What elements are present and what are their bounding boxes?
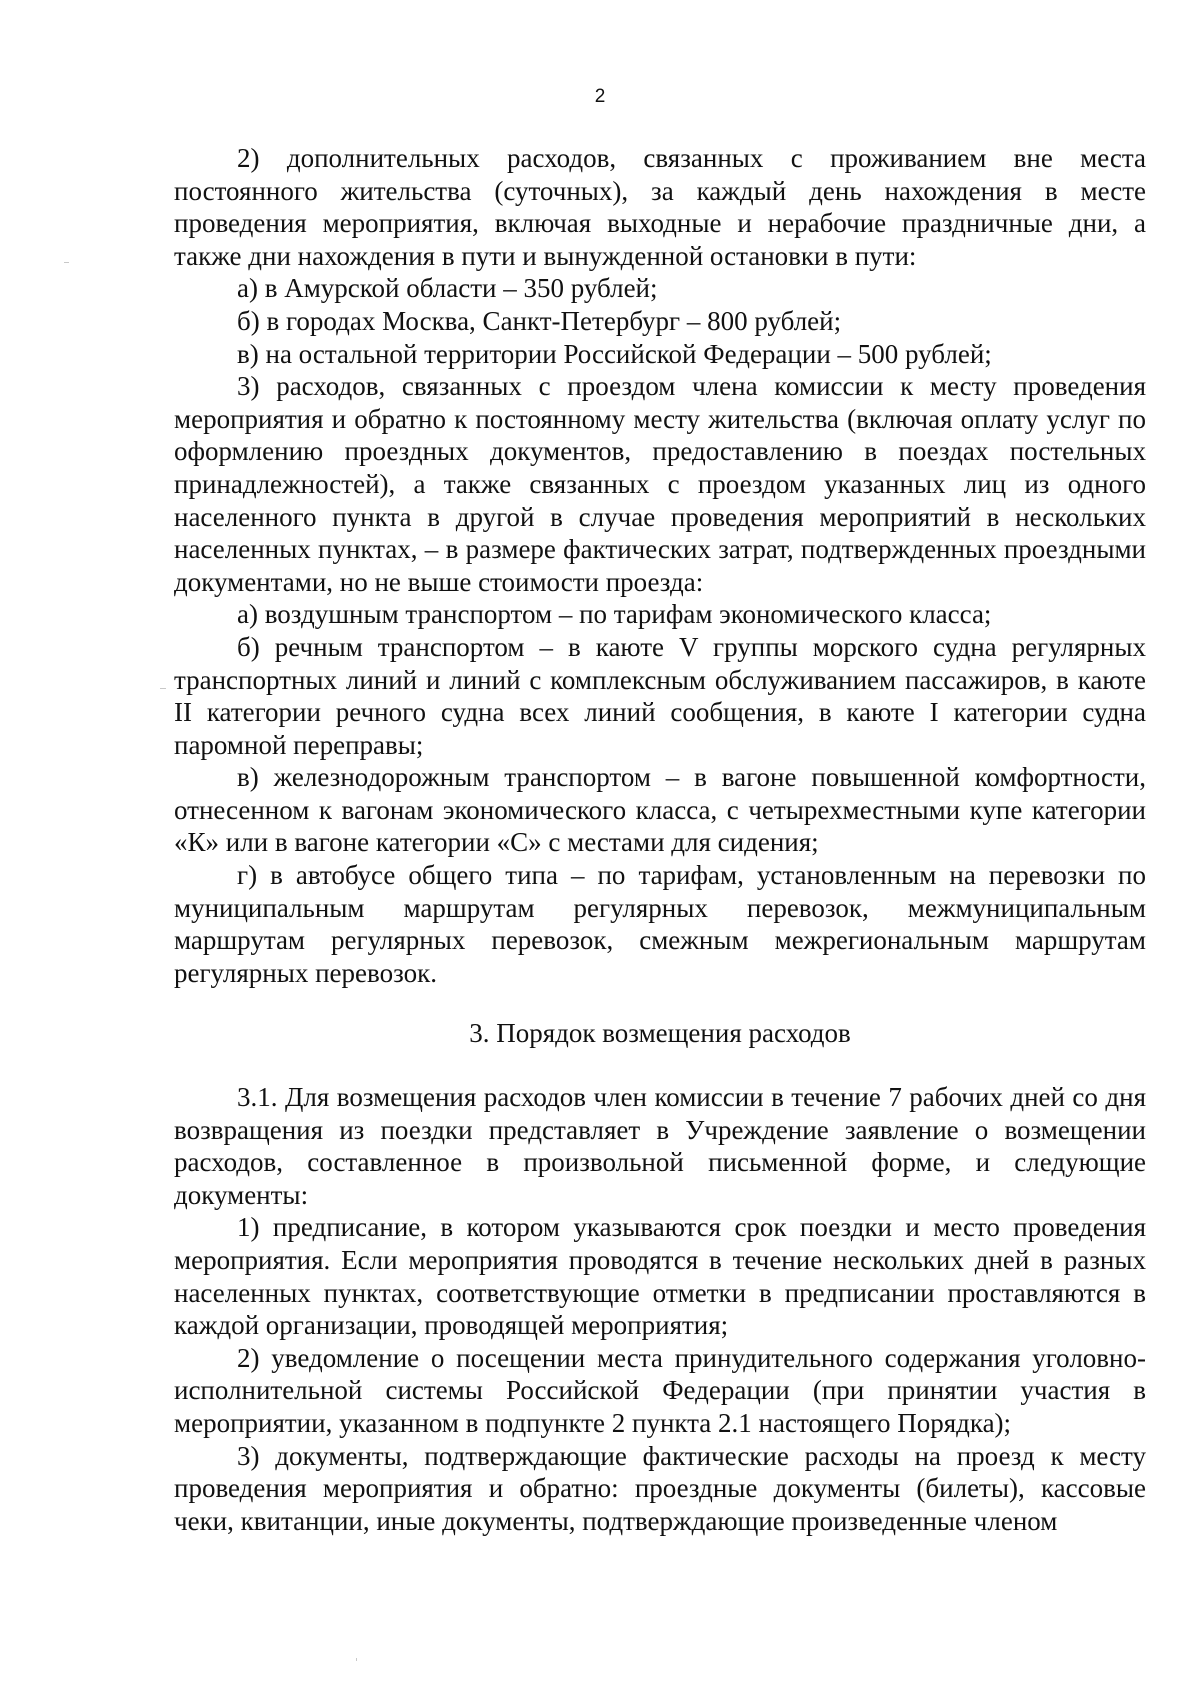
paragraph-rail-transport: в) железнодорожным транспортом – в вагоне повышенной комфортности, отнесенном к вагонам экономического класса, с четырехместными купе категории «К» или в вагоне категории «С» с местами для сидения; [174,762,1146,858]
scan-artifact [160,688,166,689]
scan-artifact [64,262,69,263]
paragraph-reimbursement-application: 3.1. Для возмещения расходов член комиссии в течение 7 рабочих дней со дня возвращения из поездки представляет в Учреждение заявление о возмещении расходов, составленное в произвольной письменной форме, и следующие документы: [174,1082,1146,1210]
scan-artifact [356,1658,357,1661]
page-number: 2 [594,86,606,107]
paragraph-travel-expenses: 3) расходов, связанных с проездом члена комиссии к месту проведения мероприятия и обратно к постоянному месту жительства (включая оплату услуг по оформлению проездных документов, предоставлению в поездах постельных принадлежностей), а также связанных с проездом указанных лиц из одного населенного пункта в другой в случае проведения мероприятий в нескольких населенных пунктах, – в размере фактических затрат, подтвержденных проездными документами, но не выше стоимости проезда: [174,371,1146,597]
paragraph-bus-transport: г) в автобусе общего типа – по тарифам, установленным на перевозки по муниципальным маршрутам регулярных перевозок, межмуниципальным маршрутам регулярных перевозок, смежным межрегиональным маршрутам регулярных перевозок. [174,860,1146,988]
paragraph-moscow-spb-rate: б) в городах Москва, Санкт-Петербург – 800 рублей; [237,305,842,336]
paragraph-other-territory-rate: в) на остальной территории Российской Федерации – 500 рублей; [237,338,992,369]
paragraph-air-transport: а) воздушным транспортом – по тарифам экономического класса; [237,599,992,630]
paragraph-supporting-documents: 3) документы, подтверждающие фактические расходы на проезд к месту проведения мероприятия и обратно: проездные документы (билеты), кассовые чеки, квитанции, иные документы, подтверждающие произведенные членом [174,1440,1146,1536]
paragraph-river-transport: б) речным транспортом – в каюте V группы морского судна регулярных транспортных линий и линий с комплексным обслуживанием пассажиров, в каюте II категории речного судна всех линий сообщения, в каюте I категории судна паромной переправы; [174,631,1146,760]
paragraph-amur-region-rate: а) в Амурской области – 350 рублей; [237,273,658,304]
paragraph-per-diem-expenses: 2) дополнительных расходов, связанных с проживанием вне места постоянного жительства (суточных), за каждый день нахождения в месте проведения мероприятия, включая выходные и нерабочие праздничные дни, а также дни нахождения в пути и вынужденной остановки в пути: [174,143,1146,271]
paragraph-prescription: 1) предписание, в котором указываются срок поездки и место проведения мероприятия. Если мероприятия проводятся в течение нескольких дней в разных населенных пунктах, соответствующие отметки в предписании проставляются в каждой организации, проводящей мероприятия; [174,1212,1146,1341]
paragraph-visit-notification: 2) уведомление о посещении места принудительного содержания уголовно-исполнительной системы Российской Федерации (при принятии участия в мероприятии, указанном в подпункте 2 пункта 2.1 настоящего Порядка); [174,1342,1146,1438]
document-body [174,142,1146,1537]
section-heading: 3. Порядок возмещения расходов [469,1018,851,1049]
